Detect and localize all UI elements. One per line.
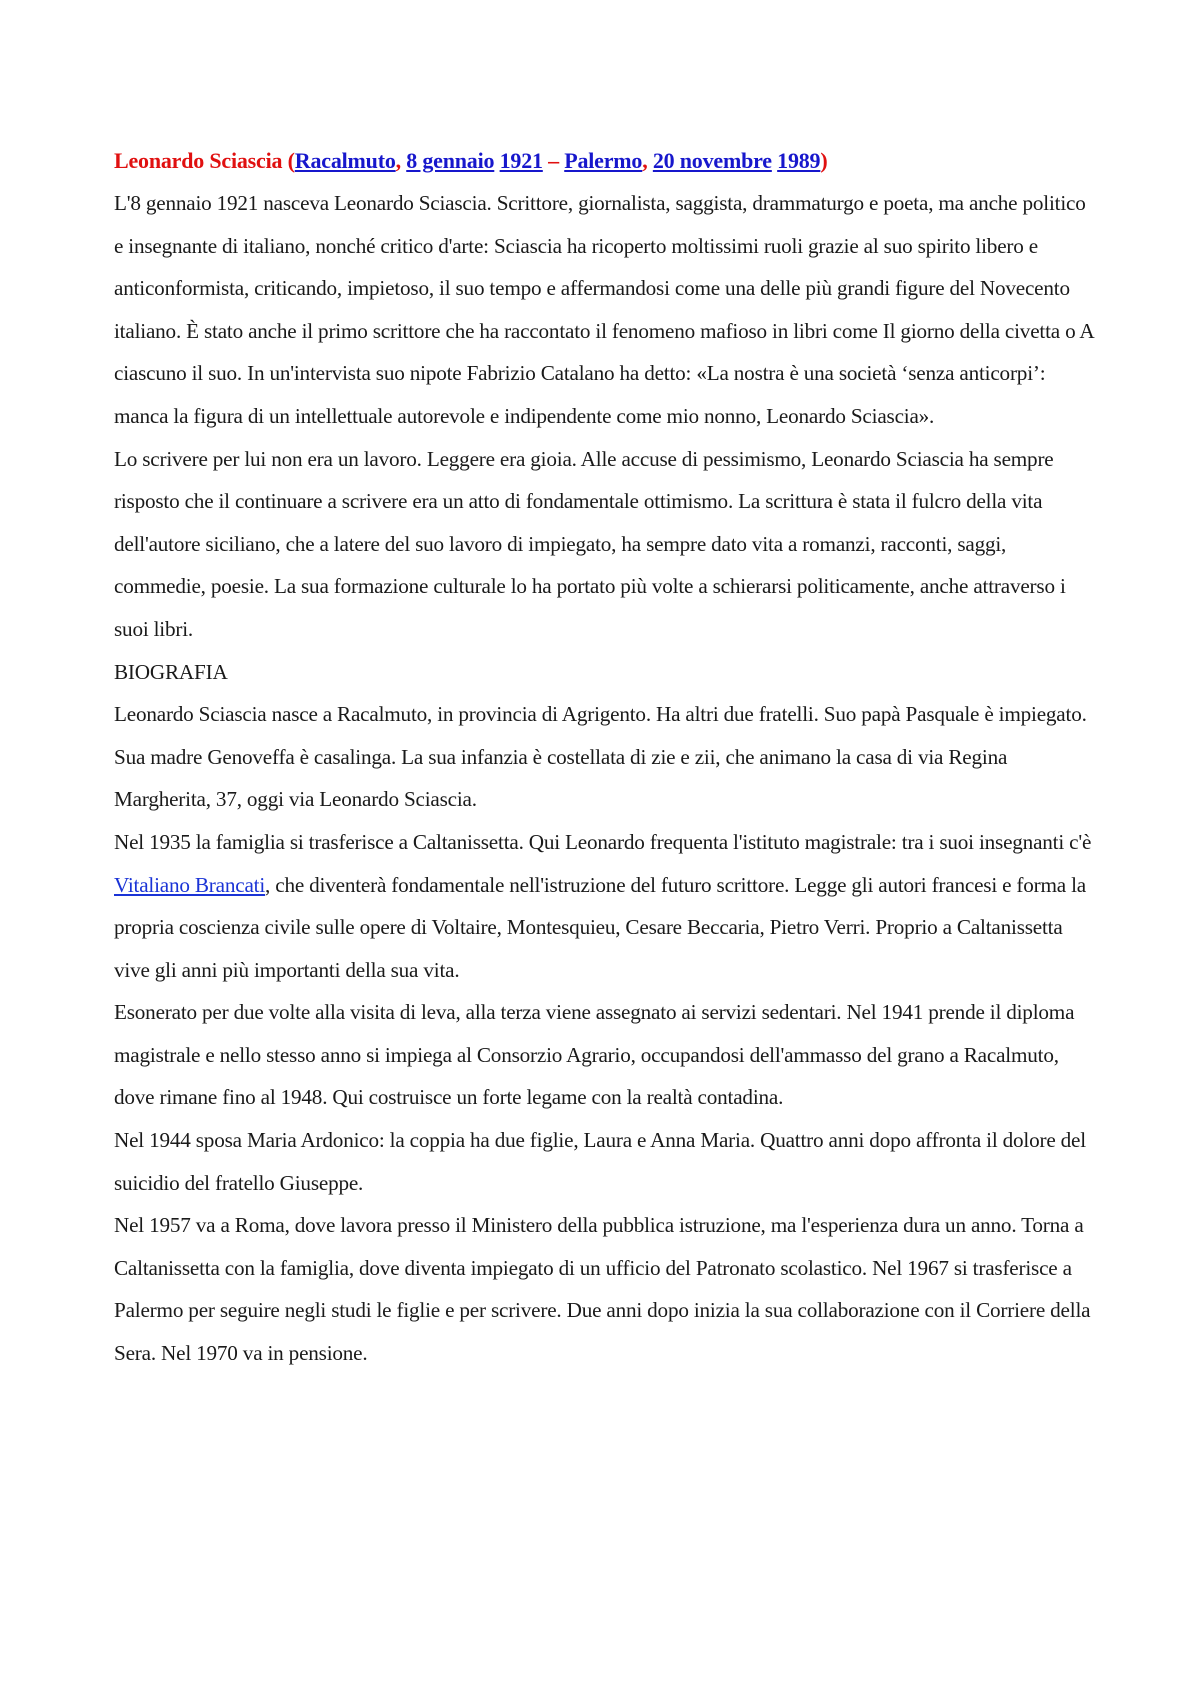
paragraph-text: , che diventerà fondamentale nell'istruzione del futuro scrittore. Legge gli autori francesi e forma la propria coscienza civile sulle opere di Voltaire, Montesquieu, Cesare Beccaria, Pietro Verri. Proprio a Caltanissetta vive gli anni più importanti della sua vita.: [114, 872, 1086, 982]
link-8-gennaio[interactable]: 8 gennaio: [406, 148, 495, 173]
link-vitaliano-brancati[interactable]: Vitaliano Brancati: [114, 872, 266, 897]
link-20-novembre[interactable]: 20 novembre: [652, 148, 772, 173]
heading-name: Leonardo Sciascia: [114, 148, 283, 173]
heading-open-paren: (: [282, 148, 295, 173]
paragraph-rome: Nel 1957 va a Roma, dove lavora presso il Ministero della pubblica istruzione, ma l'esperienza dura un anno. Torna a Caltanissetta con la famiglia, dove diventa impiegato di un ufficio del Patronato scolastico. Nel 1967 si trasferisce a Palermo per seguire negli studi le figlie e per scrivere. Due anni dopo inizia la sua collaborazione con il Corriere della Sera. Nel 1970 va in pensione.: [114, 1213, 1091, 1366]
link-palermo[interactable]: Palermo: [564, 148, 643, 173]
article-heading: [114, 145, 1099, 177]
heading-separator: –: [542, 148, 565, 173]
paragraph-writing: Lo scrivere per lui non era un lavoro. Leggere era gioia. Alle accuse di pessimismo, Leonardo Sciascia ha sempre risposto che il continuare a scrivere era un atto di fondamentale ottimismo. La scrittura è stata il fulcro della vita dell'autore siciliano, che a latere del suo lavoro di impiegato, ha sempre dato vita a romanzi, racconti, saggi, commedie, poesie. La sua formazione culturale lo ha portato più volte a schierarsi politicamente, anche attraverso i suoi libri.: [114, 446, 1066, 641]
link-1921[interactable]: 1921: [499, 148, 543, 173]
link-1989[interactable]: 1989: [777, 148, 821, 173]
paragraph-text: Nel 1935 la famiglia si trasferisce a Caltanissetta. Qui Leonardo frequenta l'istituto magistrale: tra i suoi insegnanti c'è: [114, 829, 1092, 854]
section-title-biografia: BIOGRAFIA: [114, 659, 228, 684]
paragraph-intro: L'8 gennaio 1921 nasceva Leonardo Sciascia. Scrittore, giornalista, saggista, drammaturgo e poeta, ma anche politico e insegnante di italiano, nonché critico d'arte: Sciascia ha ricoperto moltissimi ruoli grazie al suo spirito libero e anticonformista, criticando, impietoso, il suo tempo e affermandosi come una delle più grandi figure del Novecento italiano. È stato anche il primo scrittore che ha raccontato il fenomeno mafioso in libri come Il giorno della civetta o A ciascuno il suo. In un'intervista suo nipote Fabrizio Catalano ha detto: «La nostra è una società ‘senza anticorpi’: manca la figura di un intellettuale autorevole e indipendente come mio nonno, Leonardo Sciascia».: [114, 191, 1094, 428]
paragraph-marriage: Nel 1944 sposa Maria Ardonico: la coppia ha due figlie, Laura e Anna Maria. Quattro anni dopo affronta il dolore del suicidio del fratello Giuseppe.: [114, 1128, 1086, 1195]
paragraph-military: Esonerato per due volte alla visita di leva, alla terza viene assegnato ai servizi sedentari. Nel 1941 prende il diploma magistrale e nello stesso anno si impiega al Consorzio Agrario, occupandosi dell'ammasso del grano a Racalmuto, dove rimane fino al 1948. Qui costruisce un forte legame con la realtà contadina.: [114, 1000, 1075, 1110]
heading-separator: ,: [642, 148, 653, 173]
heading-close-paren: ): [820, 148, 828, 173]
paragraph-caltanissetta: [114, 821, 1099, 991]
paragraph-birth: Leonardo Sciascia nasce a Racalmuto, in provincia di Agrigento. Ha altri due fratelli. Suo papà Pasquale è impiegato. Sua madre Genoveffa è casalinga. La sua infanzia è costellata di zie e zii, che animano la casa di via Regina Margherita, 37, oggi via Leonardo Sciascia.: [114, 702, 1087, 812]
link-racalmuto[interactable]: Racalmuto: [294, 148, 396, 173]
document-body: [114, 145, 1099, 1375]
heading-separator: ,: [395, 148, 407, 173]
